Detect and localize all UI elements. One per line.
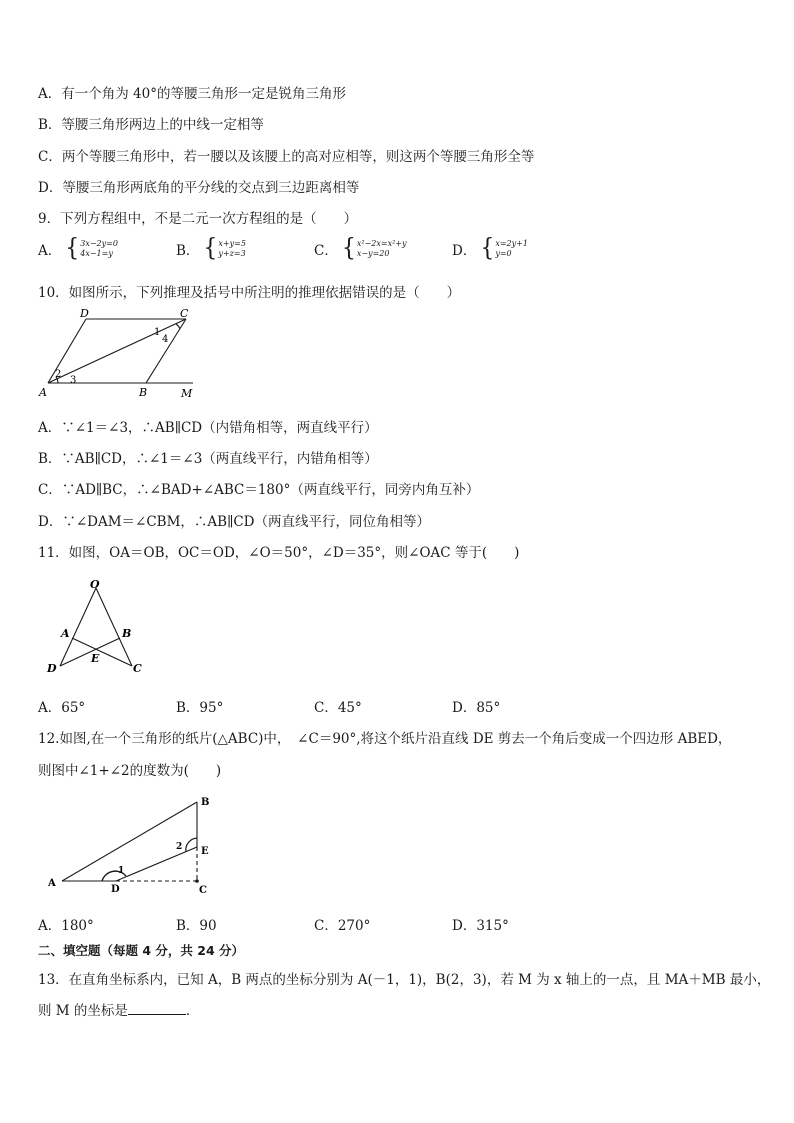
- q13-end: ．: [185, 1003, 200, 1019]
- label-a: A: [61, 627, 70, 640]
- q9-stem: 9．下列方程组中，不是二元一次方程组的是（ ）: [38, 211, 358, 227]
- q12-option-a: A．180°: [38, 918, 94, 934]
- label-m: M: [181, 387, 193, 400]
- q10-option-c: C．∵AD∥BC，∴∠BAD+∠ABC＝180°（两直线平行，同旁内角互补）: [38, 482, 480, 498]
- q9-options: [38, 234, 590, 263]
- label-d: D: [47, 662, 57, 675]
- equation: y=0: [495, 249, 512, 258]
- q10-option-a: A．∵∠1＝∠3，∴AB∥CD（内错角相等，两直线平行）: [38, 420, 378, 436]
- angle-2-label: 2: [176, 842, 183, 852]
- label-d: D: [111, 884, 120, 895]
- option-label: C．: [314, 243, 338, 259]
- option-label: A．: [38, 243, 62, 259]
- q8-option-d: D．等腰三角形两底角的平分线的交点到三边距离相等: [38, 180, 360, 196]
- equation: x=2y+1: [495, 239, 528, 248]
- label-b: B: [122, 627, 132, 640]
- q9-option-d: D． { x=2y+1 y=0: [452, 234, 528, 263]
- answer-blank[interactable]: [128, 1002, 186, 1015]
- q11-triangle-figure: [44, 576, 152, 676]
- label-c: C: [199, 885, 207, 896]
- q11-stem: 11．如图，OA＝OB，OC＝OD，∠O＝50°，∠D＝35°，则∠OAC 等于( ): [38, 545, 520, 561]
- q9-option-c: C． { x²−2x=x²+y x−y=20: [314, 234, 407, 263]
- q12-options: [38, 914, 758, 934]
- q11-option-a: A．65°: [38, 700, 86, 716]
- equation: x²−2x=x²+y: [356, 239, 407, 248]
- equation: y+z=3: [218, 249, 246, 258]
- label-b: B: [139, 386, 148, 399]
- angle-1-label: 1: [154, 327, 161, 338]
- option-label: D．: [452, 243, 477, 259]
- q12-triangle-figure: [40, 792, 225, 896]
- label-e: E: [201, 846, 209, 857]
- q11-option-b: B．95°: [176, 700, 224, 716]
- q11-option-c: C．45°: [314, 700, 362, 716]
- segment-ca: [72, 638, 132, 666]
- q12-option-b: B．90: [176, 918, 217, 934]
- q8-option-b: B．等腰三角形两边上的中线一定相等: [38, 117, 264, 133]
- q10-stem: 10．如图所示，下列推理及括号中所注明的推理依据错误的是（ ）: [38, 285, 461, 301]
- q11-option-d: D．85°: [452, 700, 501, 716]
- point-c-dot: [195, 879, 199, 883]
- q13-stem-line2: [38, 999, 199, 1019]
- equation: 3x−2y=0: [80, 239, 118, 248]
- label-b: B: [201, 797, 210, 808]
- diagonal-ac: [48, 319, 186, 383]
- angle-1-label: 1: [118, 866, 125, 876]
- q12-option-d: D．315°: [452, 918, 509, 934]
- q10-option-b: B．∵AB∥CD，∴∠1＝∠3（两直线平行，内错角相等）: [38, 451, 378, 467]
- q10-option-d: D．∵∠DAM＝∠CBM，∴AB∥CD（两直线平行，同位角相等）: [38, 514, 430, 530]
- option-label: B．: [176, 243, 200, 259]
- angle-3-label: 3: [70, 375, 77, 386]
- angle-2-label: 2: [55, 369, 62, 380]
- label-d: D: [80, 307, 89, 320]
- q13-stem-line1: 13．在直角坐标系内，已知 A，B 两点的坐标分别为 A(－1，1)，B(2，3)，若 M 为 x 轴上的一点，且 MA＋MB 最小，: [38, 972, 771, 988]
- q12-option-c: C．270°: [314, 918, 371, 934]
- label-c: C: [180, 307, 189, 320]
- segment-db: [60, 638, 120, 666]
- label-a: A: [39, 386, 47, 399]
- q10-parallelogram-figure: [36, 305, 206, 401]
- segment-ed: [116, 847, 197, 881]
- q11-options: [38, 696, 758, 716]
- q8-option-c: C．两个等腰三角形中，若一腰以及该腰上的高对应相等，则这两个等腰三角形全等: [38, 149, 535, 165]
- equation: x+y=5: [218, 239, 246, 248]
- label-o: O: [90, 578, 100, 591]
- equation: 4x−1=y: [80, 249, 113, 258]
- q12-stem-line2: 则图中∠1+∠2的度数为( ): [38, 763, 222, 779]
- q8-option-a: A．有一个角为 40°的等腰三角形一定是锐角三角形: [38, 86, 346, 102]
- q9-option-b: B． { x+y=5 y+z=3: [176, 234, 246, 263]
- label-a: A: [48, 878, 56, 889]
- angle-arc: [176, 324, 180, 329]
- q13-text: 则 M 的坐标是: [38, 1003, 128, 1019]
- q12-stem-line1: 12.如图,在一个三角形的纸片(△ABC)中， ∠C＝90°,将这个纸片沿直线 DE 剪去一个角后变成一个四边形 ABED，: [38, 731, 732, 747]
- label-e: E: [91, 652, 100, 665]
- equation: x−y=20: [356, 249, 390, 258]
- q9-option-a: A． { 3x−2y=0 4x−1=y: [38, 234, 118, 263]
- label-c: C: [133, 662, 142, 675]
- section-heading: 二、填空题（每题 4 分，共 24 分）: [38, 943, 245, 958]
- segment-ad: [48, 319, 86, 383]
- angle-4-label: 4: [162, 334, 169, 345]
